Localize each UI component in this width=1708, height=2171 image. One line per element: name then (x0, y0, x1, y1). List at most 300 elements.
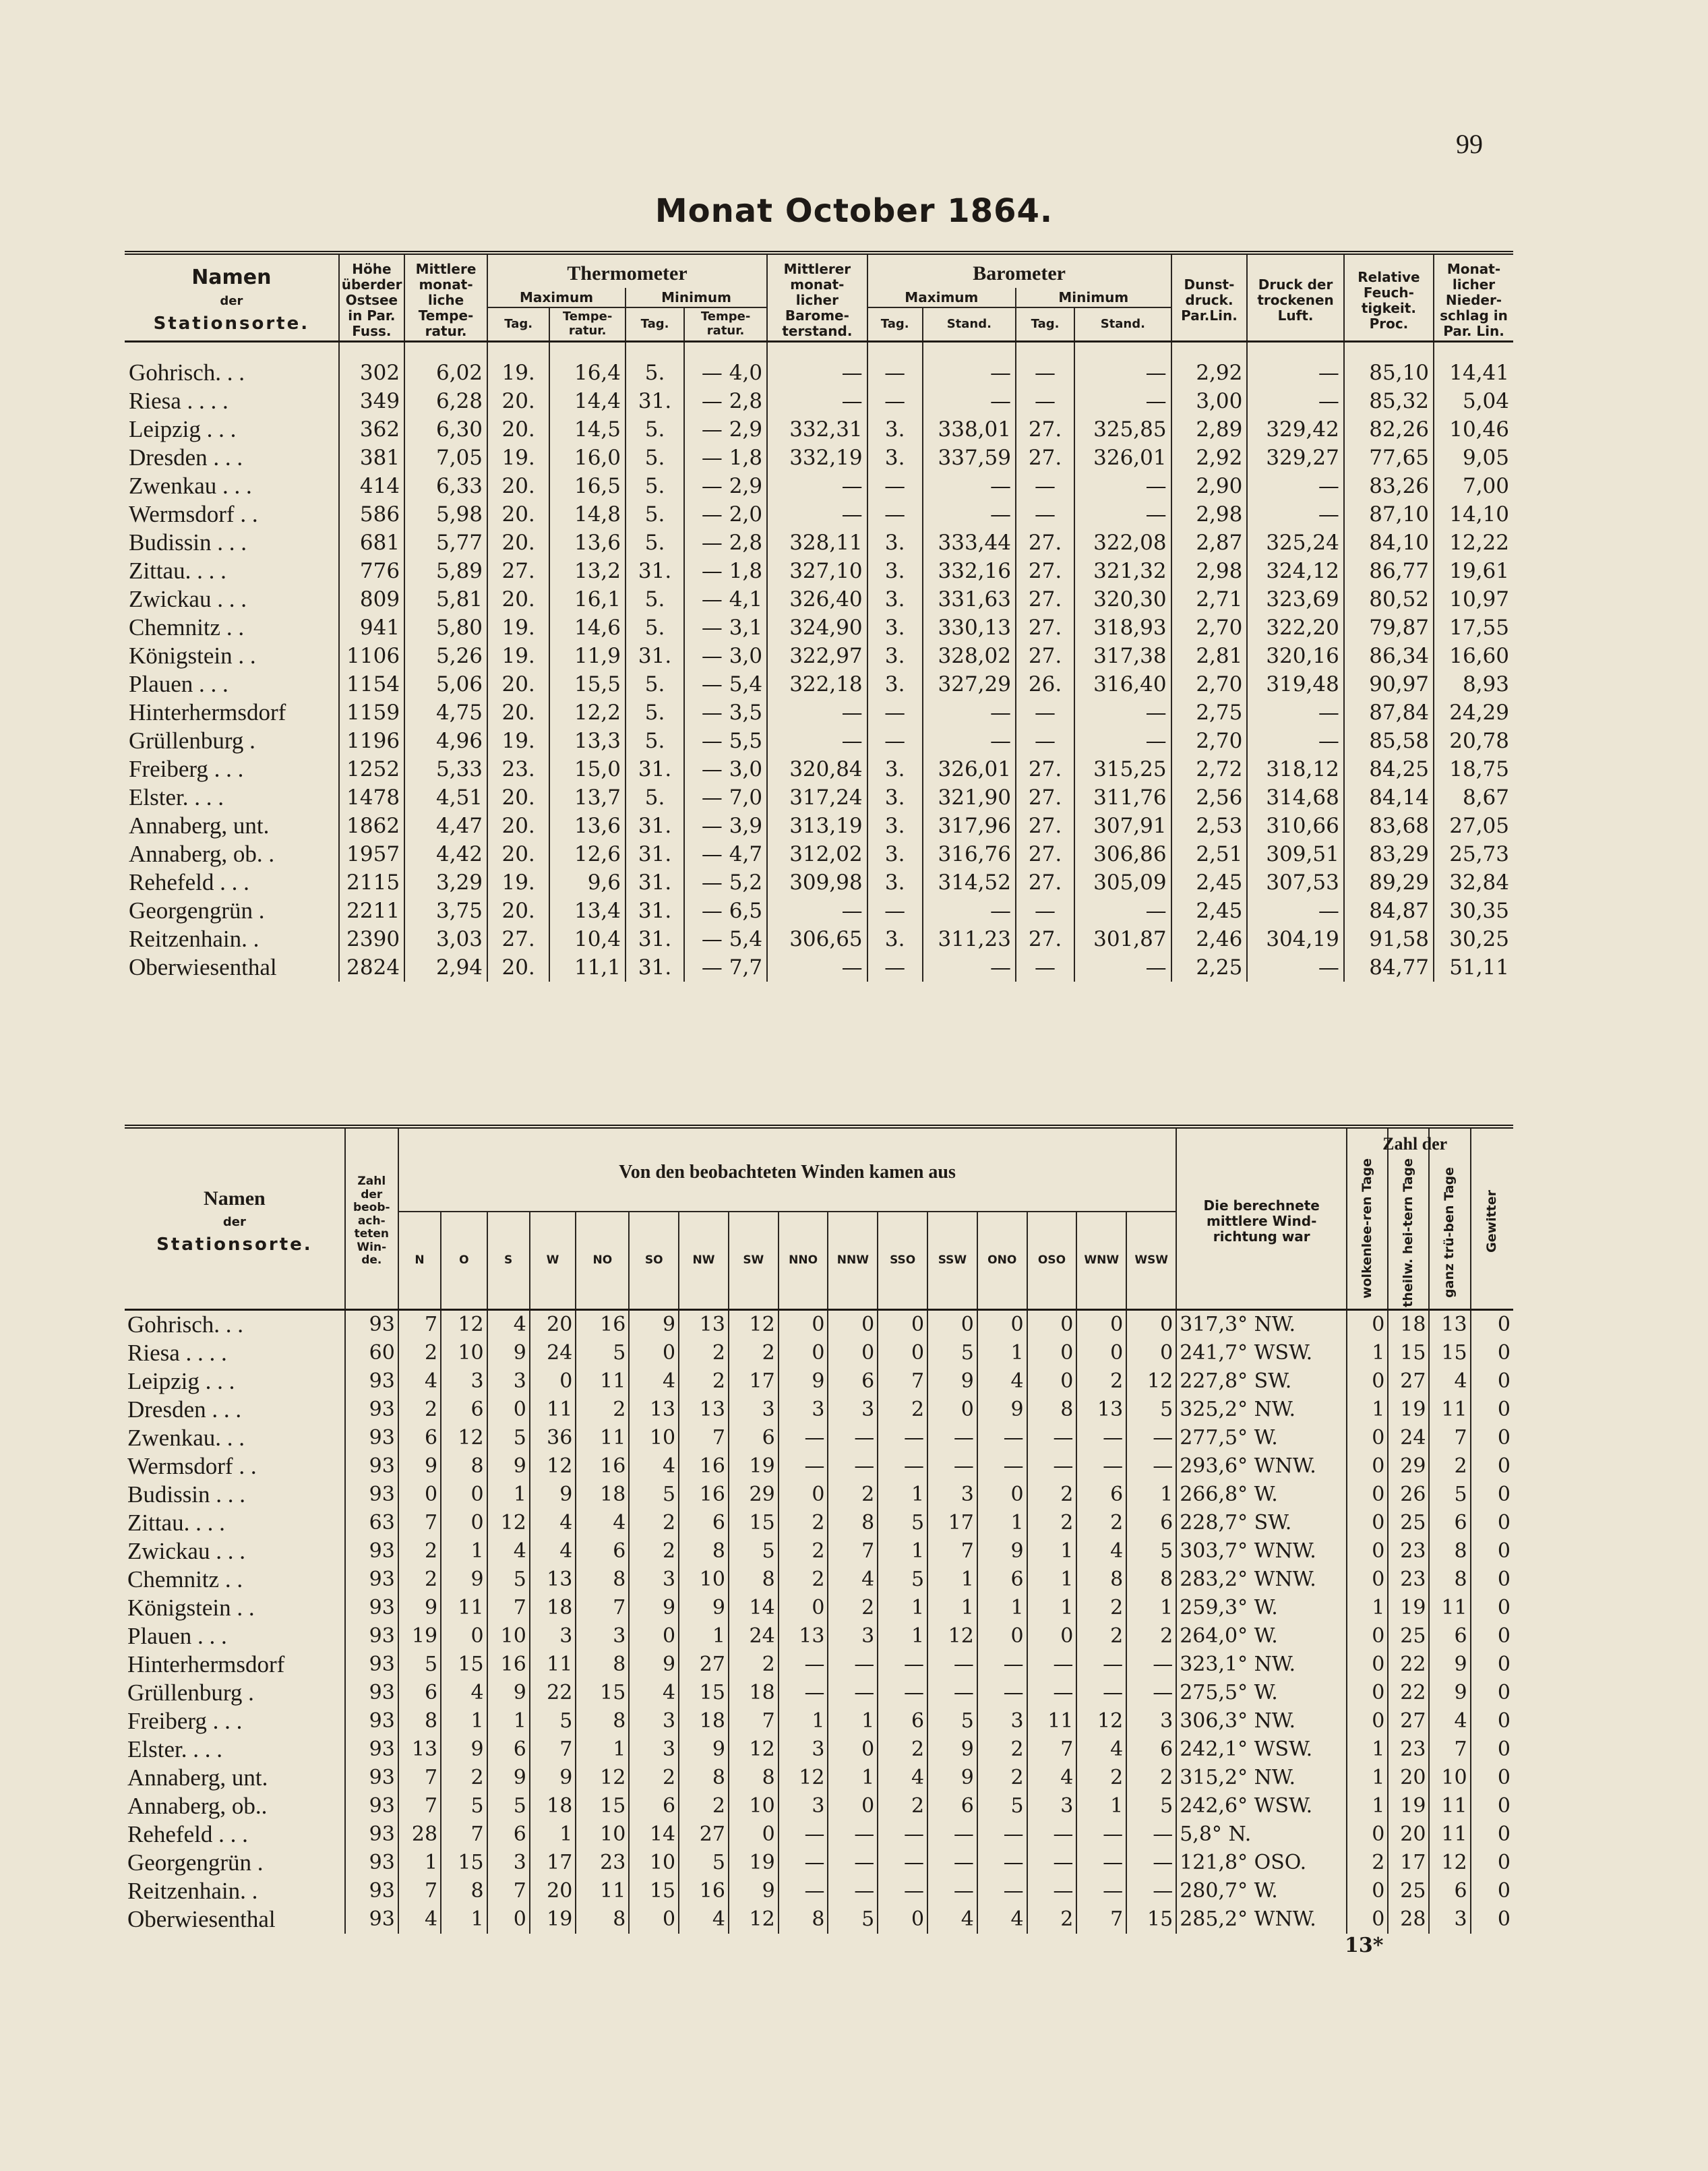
col-header-dry-air-pressure: Druck der trockenen Luft. (1247, 253, 1343, 342)
table-cell: 0 (1471, 1424, 1513, 1452)
station-name: Plauen . . . (127, 1622, 227, 1649)
station-name: Rehefeld . . . (127, 1820, 248, 1847)
table-row (125, 1622, 1513, 1650)
table-cell: 2 (1027, 1905, 1077, 1934)
station-name: Zwenkau. . . (127, 1424, 245, 1451)
table-cell: 0 (1347, 1452, 1388, 1481)
table-cell: 8 (576, 1566, 629, 1594)
table-cell: 329,27 (1247, 444, 1343, 472)
table-cell: 1 (530, 1820, 576, 1849)
station-name: Dresden . . . (129, 444, 243, 471)
table-cell: 51,11 (1434, 953, 1513, 982)
table-cell: 5 (1126, 1537, 1176, 1566)
table-cell: 0 (878, 1339, 927, 1367)
table-cell: 7 (398, 1877, 441, 1905)
col-header-baro-max-stand: Stand. (923, 307, 1016, 341)
table-row (125, 1849, 1513, 1877)
table-cell: 2,71 (1171, 585, 1248, 614)
table-cell: 3. (867, 614, 923, 642)
table-cell: 20. (487, 415, 549, 444)
table-cell: 2 (1076, 1594, 1126, 1622)
table-cell: — (1074, 342, 1171, 388)
table-cell: 9 (441, 1566, 487, 1594)
table-cell: 93 (345, 1566, 398, 1594)
table-cell: — (767, 953, 867, 982)
table-cell: — (878, 1877, 927, 1905)
table-cell: — (878, 1679, 927, 1707)
table-row (125, 415, 1513, 444)
station-name: Leipzig . . . (129, 416, 237, 442)
table-cell: — (1126, 1452, 1176, 1481)
wind-direction-cell: 283,2° WNW. (1176, 1566, 1347, 1594)
col-header-precipitation: Monat-licher Nieder-schlag in Par. Lin. (1434, 253, 1513, 342)
table-cell: 0 (729, 1820, 779, 1849)
table-cell: — (828, 1650, 878, 1679)
station-name: Riesa . . . . (129, 388, 228, 414)
table-cell: 317,24 (767, 783, 867, 812)
table-cell: 20 (1388, 1820, 1429, 1849)
table-cell: 13,6 (549, 529, 626, 557)
table-cell: 2 (1126, 1764, 1176, 1792)
table-cell: 9 (398, 1452, 441, 1481)
table-cell: 85,32 (1344, 387, 1434, 415)
wind-direction-cell: 242,6° WSW. (1176, 1792, 1347, 1820)
col-header-vapour-pressure: Dunst-druck. Par.Lin. (1171, 253, 1248, 342)
table-cell: — (1247, 953, 1343, 982)
table-cell: 4,42 (404, 840, 487, 868)
table-cell: 8,67 (1434, 783, 1513, 812)
station-name: Zwenkau . . . (129, 473, 252, 499)
table-cell: 20. (487, 500, 549, 529)
table-cell: 328,11 (767, 529, 867, 557)
table-cell: 1 (878, 1537, 927, 1566)
table-cell: 4 (441, 1679, 487, 1707)
col-header-partly-clear-days: theilw. hei-tern Tage (1388, 1127, 1429, 1309)
table-cell: 27 (1388, 1367, 1429, 1396)
table-cell: 317,96 (923, 812, 1016, 840)
table-cell: 8 (828, 1509, 878, 1537)
table-cell: — (867, 953, 923, 982)
table-cell: 3. (867, 868, 923, 897)
table-cell: 6 (1076, 1481, 1126, 1509)
table-cell: 9 (629, 1650, 679, 1679)
table-cell: 3 (779, 1792, 828, 1820)
table-cell: 19 (1388, 1792, 1429, 1820)
wind-direction-cell: 5,8° N. (1176, 1820, 1347, 1849)
table-cell: 333,44 (923, 529, 1016, 557)
table-row (125, 1650, 1513, 1679)
table-cell: 22 (1388, 1679, 1429, 1707)
table-cell: 87,84 (1344, 698, 1434, 727)
table-cell: 16 (679, 1481, 729, 1509)
table-cell: 27 (679, 1820, 729, 1849)
table-cell: 0 (1126, 1339, 1176, 1367)
table-row (125, 585, 1513, 614)
table-cell: 93 (345, 1764, 398, 1792)
table-cell: 93 (345, 1820, 398, 1849)
table-cell: 79,87 (1344, 614, 1434, 642)
table-cell: 84,14 (1344, 783, 1434, 812)
table-cell: 2 (1076, 1764, 1126, 1792)
table-cell: 7 (441, 1820, 487, 1849)
col-header-name: Namen der Stationsorte. (125, 1127, 345, 1309)
table-cell: 4 (398, 1905, 441, 1934)
table-cell: 93 (345, 1622, 398, 1650)
table-cell: 84,77 (1344, 953, 1434, 982)
table-cell: 89,29 (1344, 868, 1434, 897)
table-cell: 20. (487, 840, 549, 868)
table-cell: 11 (530, 1396, 576, 1424)
table-cell: — (1027, 1452, 1077, 1481)
table-cell: — 4,0 (684, 342, 767, 388)
table-cell: 0 (1347, 1679, 1388, 1707)
table-cell: 3. (867, 557, 923, 585)
table-cell: 9 (679, 1735, 729, 1764)
table-cell: 8 (1076, 1566, 1126, 1594)
table-cell: 306,86 (1074, 840, 1171, 868)
table-cell: 2824 (339, 953, 404, 982)
table-cell: 2 (977, 1735, 1027, 1764)
table-cell: 0 (629, 1905, 679, 1934)
table-cell: — (779, 1424, 828, 1452)
col-header-wind-direction: ONO (977, 1212, 1027, 1309)
table-cell: 0 (1471, 1679, 1513, 1707)
table-cell: — (867, 387, 923, 415)
table-cell: 9 (530, 1481, 576, 1509)
table-cell: 5 (629, 1481, 679, 1509)
table-cell: 1 (576, 1735, 629, 1764)
table-cell: 7 (398, 1792, 441, 1820)
table-cell: 2 (629, 1537, 679, 1566)
table-cell: 1 (977, 1509, 1027, 1537)
table-cell: 93 (345, 1735, 398, 1764)
table-cell: 324,12 (1247, 557, 1343, 585)
table-cell: 15 (1126, 1905, 1176, 1934)
table-cell: 312,02 (767, 840, 867, 868)
table-cell: 2 (576, 1396, 629, 1424)
table-cell: 362 (339, 415, 404, 444)
table-cell: 320,30 (1074, 585, 1171, 614)
table-cell: 0 (1471, 1452, 1513, 1481)
table-cell: 321,32 (1074, 557, 1171, 585)
table-cell: 6 (1429, 1877, 1470, 1905)
table-cell: 5,81 (404, 585, 487, 614)
table-cell: 2,94 (404, 953, 487, 982)
table-cell: — (1247, 500, 1343, 529)
table-cell: 2 (1027, 1509, 1077, 1537)
table-cell: 1 (927, 1594, 977, 1622)
col-header-wind-direction: SSW (927, 1212, 977, 1309)
table-cell: 32,84 (1434, 868, 1513, 897)
table-cell: — (1027, 1820, 1077, 1849)
table-cell: 27. (1016, 925, 1074, 953)
table-cell: 5 (1429, 1481, 1470, 1509)
station-name: Zwickau . . . (129, 586, 247, 612)
table-cell: 10,97 (1434, 585, 1513, 614)
table-cell: 6 (629, 1792, 679, 1820)
table-cell: 20. (487, 698, 549, 727)
table-cell: 31. (626, 925, 684, 953)
page-number: 99 (1456, 129, 1483, 159)
table-cell: 2,46 (1171, 925, 1248, 953)
table-cell: 7 (1076, 1905, 1126, 1934)
table-cell: 8 (679, 1764, 729, 1792)
table-cell: — (1027, 1877, 1077, 1905)
table-cell: 11 (576, 1424, 629, 1452)
table-cell: 10 (679, 1566, 729, 1594)
table-cell: 586 (339, 500, 404, 529)
table-cell: 9 (487, 1452, 530, 1481)
table-cell: 25 (1388, 1622, 1429, 1650)
wind-direction-cell: 241,7° WSW. (1176, 1339, 1347, 1367)
table-cell: — (878, 1650, 927, 1679)
table-cell: 2 (679, 1339, 729, 1367)
table-cell: 11 (576, 1877, 629, 1905)
table-cell: — 7,7 (684, 953, 767, 982)
col-header-wind-direction: NW (679, 1212, 729, 1309)
table-cell: 0 (1471, 1367, 1513, 1396)
table-cell: 18 (729, 1679, 779, 1707)
table-cell: 1 (679, 1622, 729, 1650)
table-cell: 93 (345, 1481, 398, 1509)
table-cell: 28 (1388, 1905, 1429, 1934)
table-cell: 809 (339, 585, 404, 614)
table-cell: 23 (576, 1849, 629, 1877)
table-cell: 16,1 (549, 585, 626, 614)
table-cell: 19 (1388, 1594, 1429, 1622)
table-cell: 27. (1016, 755, 1074, 783)
station-name: Freiberg . . . (127, 1707, 243, 1734)
table-row (125, 1424, 1513, 1452)
table-cell: 0 (1471, 1905, 1513, 1934)
station-name: Königstein . . (129, 643, 256, 669)
table-cell: 14,8 (549, 500, 626, 529)
weather-table-winds (125, 1125, 1513, 1934)
table-cell: 5. (626, 444, 684, 472)
table-cell: — (1076, 1452, 1126, 1481)
table-cell: 12 (927, 1622, 977, 1650)
table-row (125, 698, 1513, 727)
table-cell: 0 (1471, 1309, 1513, 1339)
table-cell: — (1016, 472, 1074, 500)
table-cell: 16 (576, 1309, 629, 1339)
table-cell: 322,20 (1247, 614, 1343, 642)
table-cell: 15 (729, 1509, 779, 1537)
table-cell: 93 (345, 1877, 398, 1905)
table-row (125, 1509, 1513, 1537)
table-row (125, 1309, 1513, 1339)
table-cell: 1 (441, 1537, 487, 1566)
table-cell: 330,13 (923, 614, 1016, 642)
table-cell: — 2,8 (684, 387, 767, 415)
table-cell: 0 (1347, 1309, 1388, 1339)
table-cell: 0 (779, 1339, 828, 1367)
table-cell: 12,2 (549, 698, 626, 727)
table-cell: 31. (626, 387, 684, 415)
table-cell: 9 (729, 1877, 779, 1905)
table-cell: 0 (441, 1509, 487, 1537)
table-cell: — (1016, 342, 1074, 388)
table-cell: — (977, 1820, 1027, 1849)
table-cell: 3 (779, 1396, 828, 1424)
table-cell: 5. (626, 342, 684, 388)
table-cell: 0 (629, 1339, 679, 1367)
table-cell: 20. (487, 529, 549, 557)
table-cell: 20. (487, 472, 549, 500)
table-cell: 12 (729, 1309, 779, 1339)
table-cell: 0 (1347, 1877, 1388, 1905)
table-cell: 7 (1429, 1424, 1470, 1452)
table-cell: — (878, 1452, 927, 1481)
table-cell: 4 (530, 1537, 576, 1566)
table-cell: 7 (487, 1877, 530, 1905)
table-cell: 8,93 (1434, 670, 1513, 698)
table-cell: 2 (1076, 1509, 1126, 1537)
table-cell: 31. (626, 840, 684, 868)
table-cell: 9 (629, 1594, 679, 1622)
wind-direction-cell: 242,1° WSW. (1176, 1735, 1347, 1764)
table-cell: 0 (1027, 1367, 1077, 1396)
table-cell: — (1076, 1650, 1126, 1679)
table-cell: 24 (729, 1622, 779, 1650)
table-cell: 1 (441, 1905, 487, 1934)
table-cell: 2,75 (1171, 698, 1248, 727)
table-cell: — 5,2 (684, 868, 767, 897)
table-cell: 10 (441, 1339, 487, 1367)
table-row (125, 1452, 1513, 1481)
col-header-altitude: Höhe überder Ostsee in Par. Fuss. (339, 253, 404, 342)
col-header-thermo-max-temp: Tempe-ratur. (549, 307, 626, 341)
table-cell: 3 (729, 1396, 779, 1424)
table-cell: 5 (1126, 1396, 1176, 1424)
table-cell: 16,5 (549, 472, 626, 500)
col-header-wind-direction: S (487, 1212, 530, 1309)
table-cell: 302 (339, 342, 404, 388)
table-cell: 1 (828, 1764, 878, 1792)
table-cell: 7 (878, 1367, 927, 1396)
table-cell: 11 (576, 1367, 629, 1396)
table-cell: 25 (1388, 1877, 1429, 1905)
table-cell: 13,6 (549, 812, 626, 840)
table-cell: 15 (1388, 1339, 1429, 1367)
table-cell: 1 (977, 1339, 1027, 1367)
table-cell: 93 (345, 1309, 398, 1339)
table-cell: 307,91 (1074, 812, 1171, 840)
table-cell: — (923, 387, 1016, 415)
col-header-thermo-min-temp: Tempe-ratur. (684, 307, 767, 341)
table-cell: 20. (487, 783, 549, 812)
table-cell: 2 (878, 1792, 927, 1820)
table-cell: — (1247, 472, 1343, 500)
table-cell: 86,77 (1344, 557, 1434, 585)
station-name: Zittau. . . . (127, 1509, 225, 1536)
table-cell: 0 (1027, 1622, 1077, 1650)
signature-mark: 13* (1345, 1934, 1384, 1957)
table-cell: 0 (1076, 1309, 1126, 1339)
station-name: Rehefeld . . . (129, 869, 249, 895)
table-cell: — (1247, 897, 1343, 925)
table-cell: — (923, 897, 1016, 925)
table-cell: 22 (530, 1679, 576, 1707)
table-cell: 24 (1388, 1424, 1429, 1452)
table-cell: 4,75 (404, 698, 487, 727)
table-cell: 0 (779, 1309, 828, 1339)
table-cell: 1 (1347, 1792, 1388, 1820)
table-cell: 0 (1347, 1650, 1388, 1679)
table-cell: 30,35 (1434, 897, 1513, 925)
table-cell: — (828, 1452, 878, 1481)
table-cell: 3. (867, 670, 923, 698)
table-cell: 320,84 (767, 755, 867, 783)
table-cell: 93 (345, 1679, 398, 1707)
col-header-wind-direction: NO (576, 1212, 629, 1309)
table-cell: 319,48 (1247, 670, 1343, 698)
table-cell: — (828, 1849, 878, 1877)
table-cell: 1 (779, 1707, 828, 1735)
table-cell: — (767, 342, 867, 388)
table-cell: 0 (1347, 1566, 1388, 1594)
table-cell: 2,92 (1171, 444, 1248, 472)
table-cell: — (828, 1820, 878, 1849)
table-cell: 93 (345, 1707, 398, 1735)
station-name: Annaberg, ob. . (129, 841, 275, 867)
col-header-winds-title: Von den beobachteten Winden kamen aus (398, 1127, 1176, 1212)
table-cell: 0 (1347, 1820, 1388, 1849)
table-cell: — 4,7 (684, 840, 767, 868)
col-header-wind-direction: WNW (1076, 1212, 1126, 1309)
table-cell: 5. (626, 529, 684, 557)
wind-direction-cell: 264,0° W. (1176, 1622, 1347, 1650)
table-cell: 6 (1429, 1509, 1470, 1537)
table-cell: 20,78 (1434, 727, 1513, 755)
table-cell: — (977, 1452, 1027, 1481)
table-cell: 19. (487, 614, 549, 642)
table-cell: 310,66 (1247, 812, 1343, 840)
table-cell: 31. (626, 557, 684, 585)
station-name: Chemnitz . . (127, 1566, 243, 1593)
table-cell: — (779, 1679, 828, 1707)
table-cell: 8 (729, 1566, 779, 1594)
table-cell: — (1076, 1877, 1126, 1905)
table-cell: 17 (729, 1367, 779, 1396)
table-cell: 324,90 (767, 614, 867, 642)
table-cell: 0 (1471, 1877, 1513, 1905)
table-cell: 0 (1471, 1481, 1513, 1509)
table-cell: 3. (867, 444, 923, 472)
table-row (125, 1792, 1513, 1820)
table-cell: 87,10 (1344, 500, 1434, 529)
table-cell: 11 (1429, 1396, 1470, 1424)
table-cell: — (878, 1849, 927, 1877)
table-cell: 20 (530, 1309, 576, 1339)
table-cell: 3 (779, 1735, 828, 1764)
table-cell: 12 (779, 1764, 828, 1792)
table-cell: 0 (1471, 1707, 1513, 1735)
table-cell: 6 (927, 1792, 977, 1820)
station-name: Hinterhermsdorf (127, 1650, 285, 1677)
table-cell: 93 (345, 1424, 398, 1452)
table-cell: 314,52 (923, 868, 1016, 897)
table-cell: 6 (398, 1424, 441, 1452)
table-cell: — (1247, 387, 1343, 415)
wind-direction-cell: 266,8° W. (1176, 1481, 1347, 1509)
table-cell: 5 (729, 1537, 779, 1566)
wind-direction-cell: 323,1° NW. (1176, 1650, 1347, 1679)
table-cell: 681 (339, 529, 404, 557)
table-cell: 3. (867, 755, 923, 783)
table-cell: 0 (1471, 1849, 1513, 1877)
table-cell: 10 (487, 1622, 530, 1650)
